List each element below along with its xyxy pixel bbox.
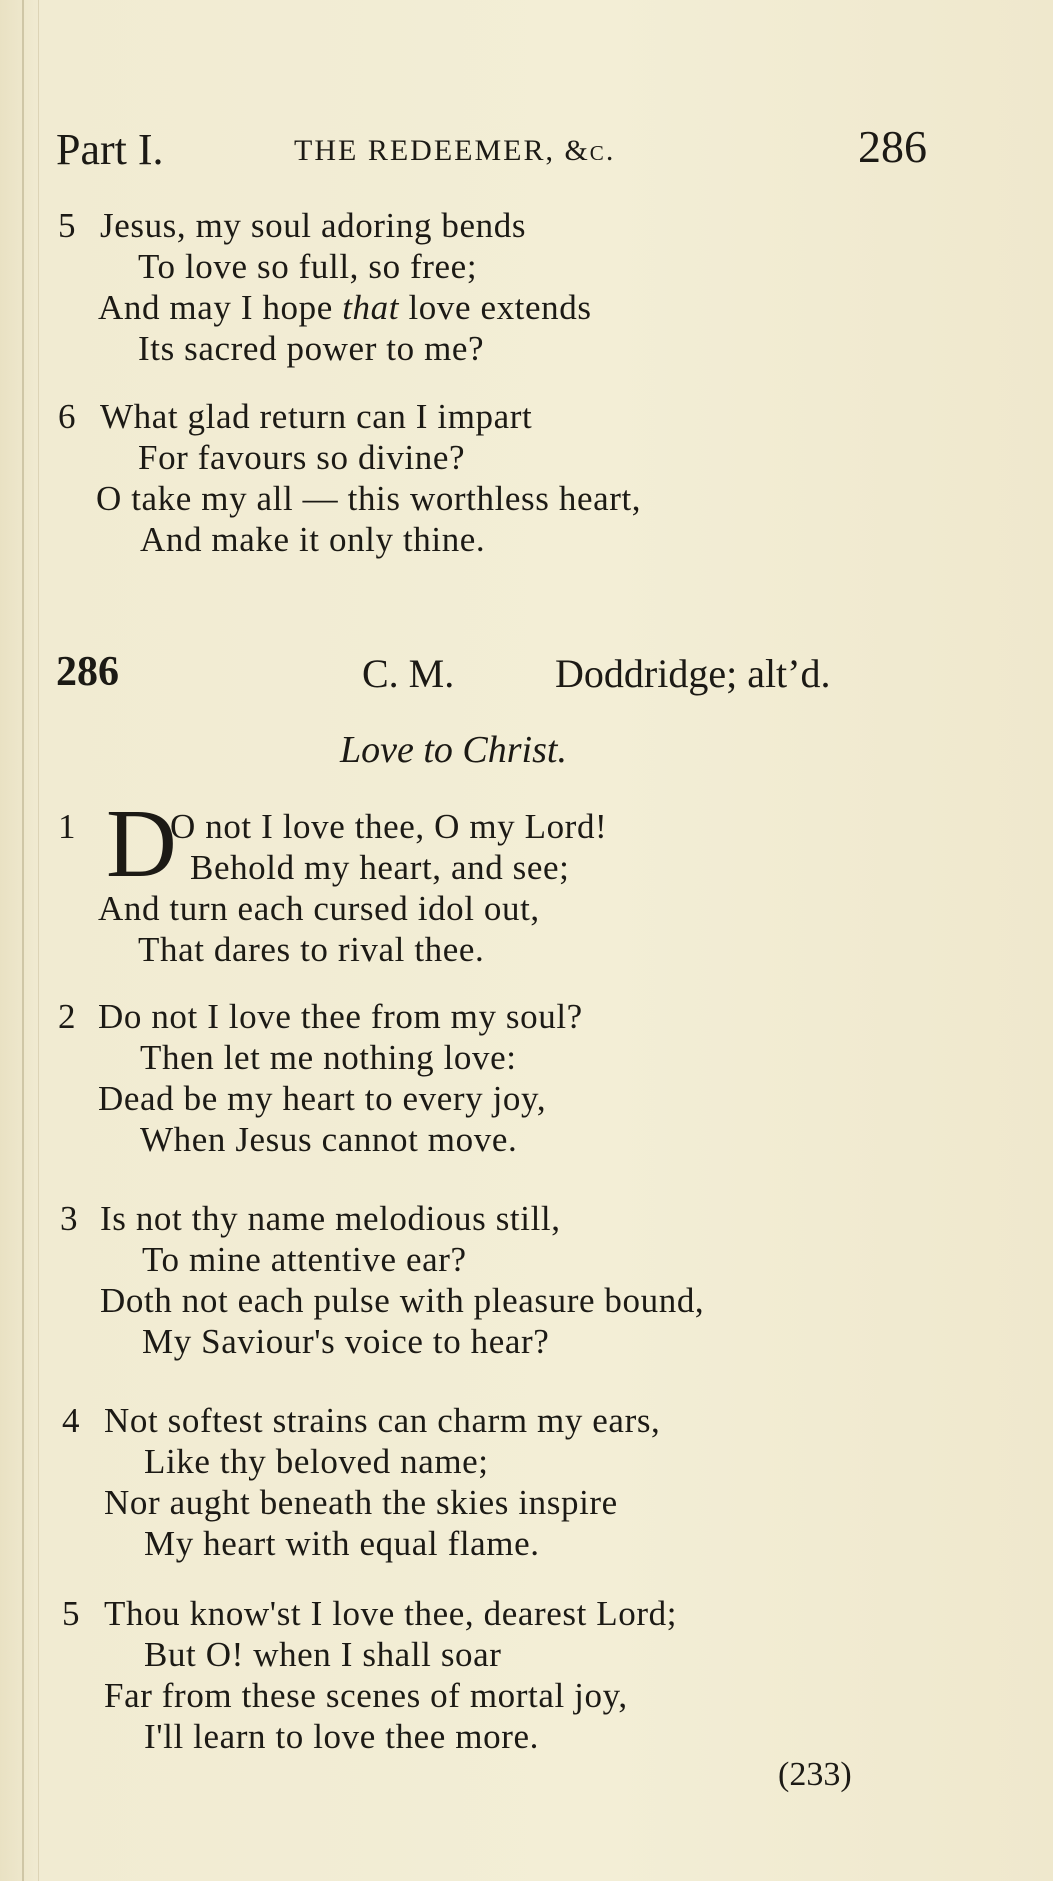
verse-line: Far from these scenes of mortal joy, [104,1676,628,1715]
italic-word: that [342,288,400,327]
page-gutter-line [22,0,24,1881]
verse-line: That dares to rival thee. [138,930,485,969]
verse-line: Thou know'st I love thee, dearest Lord; [104,1594,678,1633]
verse-line: My Saviour's voice to hear? [142,1322,550,1361]
stanza-number: 6 [58,397,77,436]
verse-line: Doth not each pulse with pleasure bound, [100,1281,705,1320]
verse-line: I'll learn to love thee more. [144,1717,539,1756]
verse-line: Not softest strains can charm my ears, [104,1401,661,1440]
page-number: (233) [778,1756,852,1793]
verse-line: Dead be my heart to every joy, [98,1079,547,1118]
stanza-number: 2 [58,997,77,1036]
hymn-meter: C. M. [362,651,455,696]
running-head-section: THE REDEEMER, &c. [294,134,616,167]
verse-line: To mine attentive ear? [142,1240,467,1279]
verse-line: What glad return can I impart [100,397,533,436]
verse-line: My heart with equal flame. [144,1524,540,1563]
verse-line-with-italic [98,288,592,328]
verse-line: Its sacred power to me? [138,329,485,368]
verse-line: Do not I love thee from my soul? [98,997,583,1036]
running-head-hymn-number: 286 [858,121,927,172]
stanza-number: 5 [62,1594,81,1633]
verse-line: And make it only thine. [140,520,486,559]
stanza-number: 1 [58,807,77,846]
hymn-title: Love to Christ. [340,729,567,771]
verse-line: And turn each cursed idol out, [98,889,540,928]
running-head-part: Part I. [56,125,164,174]
page-gutter-line-inner [38,0,39,1881]
stanza-number: 4 [62,1401,81,1440]
verse-line-part: And may I hope [98,288,343,327]
verse-line: To love so full, so free; [138,247,478,286]
verse-line: But O! when I shall soar [144,1635,502,1674]
verse-line: O take my all — this worthless heart, [96,479,642,518]
verse-line: Nor aught beneath the skies inspire [104,1483,618,1522]
stanza-number: 5 [58,206,77,245]
verse-line: Jesus, my soul adoring bends [100,206,527,245]
verse-line: When Jesus cannot move. [140,1120,518,1159]
verse-line: Like thy beloved name; [144,1442,489,1481]
verse-line: Behold my heart, and see; [190,848,570,887]
hymn-number: 286 [56,649,119,695]
stanza-number: 3 [60,1199,79,1238]
verse-line: Then let me nothing love: [140,1038,517,1077]
hymn-author: Doddridge; alt’d. [555,651,831,696]
verse-line-part: love extends [399,288,592,327]
verse-line: O not I love thee, O my Lord! [170,807,608,846]
drop-cap: D [106,790,177,898]
verse-line: For favours so divine? [138,438,466,477]
verse-line: Is not thy name melodious still, [100,1199,561,1238]
